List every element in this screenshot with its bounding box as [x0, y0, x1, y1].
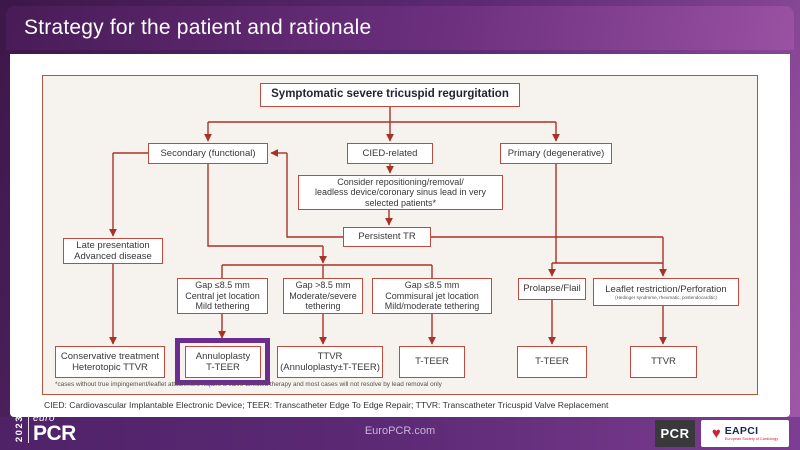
page-title: Strategy for the patient and rationale [24, 16, 372, 39]
pcr-text: PCR [33, 422, 76, 445]
eapci-text-stack [725, 426, 778, 442]
leaflet-restriction-sublabel: (Hedinger syndrome, rheumatic, postendocarditic) [615, 295, 717, 301]
node-primary-degenerative: Primary (degenerative) [500, 143, 612, 164]
node-consider-lead-management: Consider repositioning/removal/ leadless device/coronary sinus lead in very selected patients* [298, 175, 503, 210]
node-tteer-commisural: T-TEER [399, 346, 465, 378]
abbreviations-line: CIED: Cardiovascular Implantable Electronic Device; TEER: Transcatheter Edge To Edge Repair; TTVR: Transcatheter Tricuspid Valve Replacement [44, 400, 609, 410]
node-gap-commisural-jet: Gap ≤8.5 mm Commisural jet location Mild/moderate tethering [372, 278, 492, 314]
year-divider [28, 415, 29, 443]
eapci-logo [701, 420, 789, 447]
euro-pcr-stack [33, 414, 76, 444]
node-persistent-tr: Persistent TR [343, 227, 431, 247]
node-ttvr-annuloplasty: TTVR (Annuloplasty±T-TEER) [277, 346, 383, 378]
heart-icon: ♥ [711, 425, 721, 442]
node-gap-central-jet: Gap ≤8.5 mm Central jet location Mild tethering [177, 278, 268, 314]
node-ttvr-leaflet: TTVR [630, 346, 697, 378]
eapci-name: EAPCI [724, 424, 759, 437]
node-late-presentation: Late presentation Advanced disease [63, 238, 163, 264]
node-prolapse-flail: Prolapse/Flail [518, 278, 586, 300]
eapci-tagline: European Society of Cardiology [724, 437, 779, 442]
node-tteer-prolapse: T-TEER [517, 346, 587, 378]
node-symptomatic-severe-tr: Symptomatic severe tricuspid regurgitation [260, 83, 520, 107]
year-text: 2023 [14, 415, 25, 443]
header-bar [6, 6, 794, 50]
node-annuloplasty-tteer: Annuloplasty T-TEER [185, 346, 261, 378]
flowchart-footnote: *cases without true impingement/leaflet attachment require a valve-directed therapy and most cases will not resolve by lead removal only [55, 381, 442, 388]
node-gap-moderate-severe: Gap >8.5 mm Moderate/severe tethering [283, 278, 363, 314]
leaflet-restriction-label: Leaflet restriction/Perforation [605, 283, 727, 295]
node-cied-related: CIED-related [347, 143, 433, 164]
footer-url: EuroPCR.com [364, 425, 436, 437]
node-conservative-treatment: Conservative treatment Heterotopic TTVR [55, 346, 165, 378]
footnote-layer [42, 75, 758, 395]
europcr-year-logo [14, 410, 76, 448]
node-secondary-functional: Secondary (functional) [148, 143, 268, 164]
pcr-logo: PCR [655, 420, 695, 447]
euro-text: euro [33, 413, 56, 424]
